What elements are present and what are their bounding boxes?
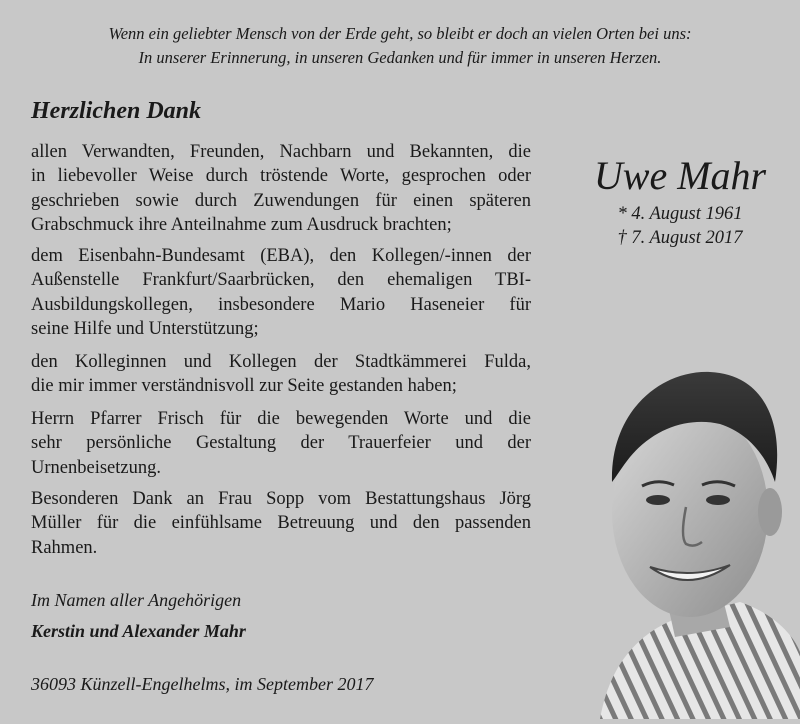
birth-date: * 4. August 1961 (617, 204, 743, 224)
paragraph-stadtkaemmerei (31, 350, 531, 399)
motto (0, 22, 800, 70)
text-line: geschrieben sowie durch Zuwendungen für einen späteren (31, 190, 531, 211)
signoff-line: Im Namen aller Angehörigen (31, 590, 242, 610)
text-line: dem Eisenbahn-Bundesamt (EBA), den Kollegen/-innen der (31, 246, 531, 266)
text-line: allen Verwandten, Freunden, Nachbarn und Bekannten, die (31, 142, 531, 162)
paragraph-eba (31, 244, 531, 341)
motto-line-2: In unserer Erinnerung, in unseren Gedanken und für immer in unseren Herzen. (138, 48, 662, 67)
paragraph-funeral-home (31, 487, 531, 560)
death-date: † 7. August 2017 (617, 228, 743, 248)
deceased-dates (560, 202, 800, 250)
text-line: die mir immer verständnisvoll zur Seite gestanden haben; (31, 376, 457, 397)
text-line: sehr persönliche Gestaltung der Trauerfeier und der (31, 433, 531, 454)
thanks-heading: Herzlichen Dank (31, 98, 202, 124)
text-line: Müller für die einfühlsame Betreuung und den passenden (31, 513, 531, 534)
text-line: Herrn Pfarrer Frisch für die bewegenden Worte und die (31, 409, 531, 429)
paragraph-relatives (31, 140, 531, 237)
text-line: Ausbildungskollegen, insbesondere Mario Haseneier für (31, 294, 531, 315)
text-line: Grabschmuck ihre Anteilnahme zum Ausdruck brachten; (31, 214, 452, 235)
place-date: 36093 Künzell-Engelhelms, im September 2017 (31, 674, 374, 694)
text-line: Rahmen. (31, 537, 98, 558)
text-line: in liebevoller Weise durch tröstende Worte, gesprochen oder (31, 166, 531, 187)
deceased-name: Uwe Mahr (593, 153, 767, 198)
text-line: seine Hilfe und Unterstützung; (31, 318, 259, 339)
portrait-photo (570, 362, 800, 719)
motto-line-1: Wenn ein geliebter Mensch von der Erde geht, so bleibt er doch an vielen Orten bei uns: (108, 24, 692, 43)
paragraph-pastor (31, 407, 531, 480)
text-line: den Kolleginnen und Kollegen der Stadtkämmerei Fulda, (31, 352, 531, 372)
signoff-names: Kerstin und Alexander Mahr (31, 621, 246, 641)
text-line: Besonderen Dank an Frau Sopp vom Bestattungshaus Jörg (31, 489, 531, 509)
text-line: Urnenbeisetzung. (31, 457, 161, 478)
text-line: Außenstelle Frankfurt/Saarbrücken, den ehemaligen TBI- (31, 270, 531, 291)
